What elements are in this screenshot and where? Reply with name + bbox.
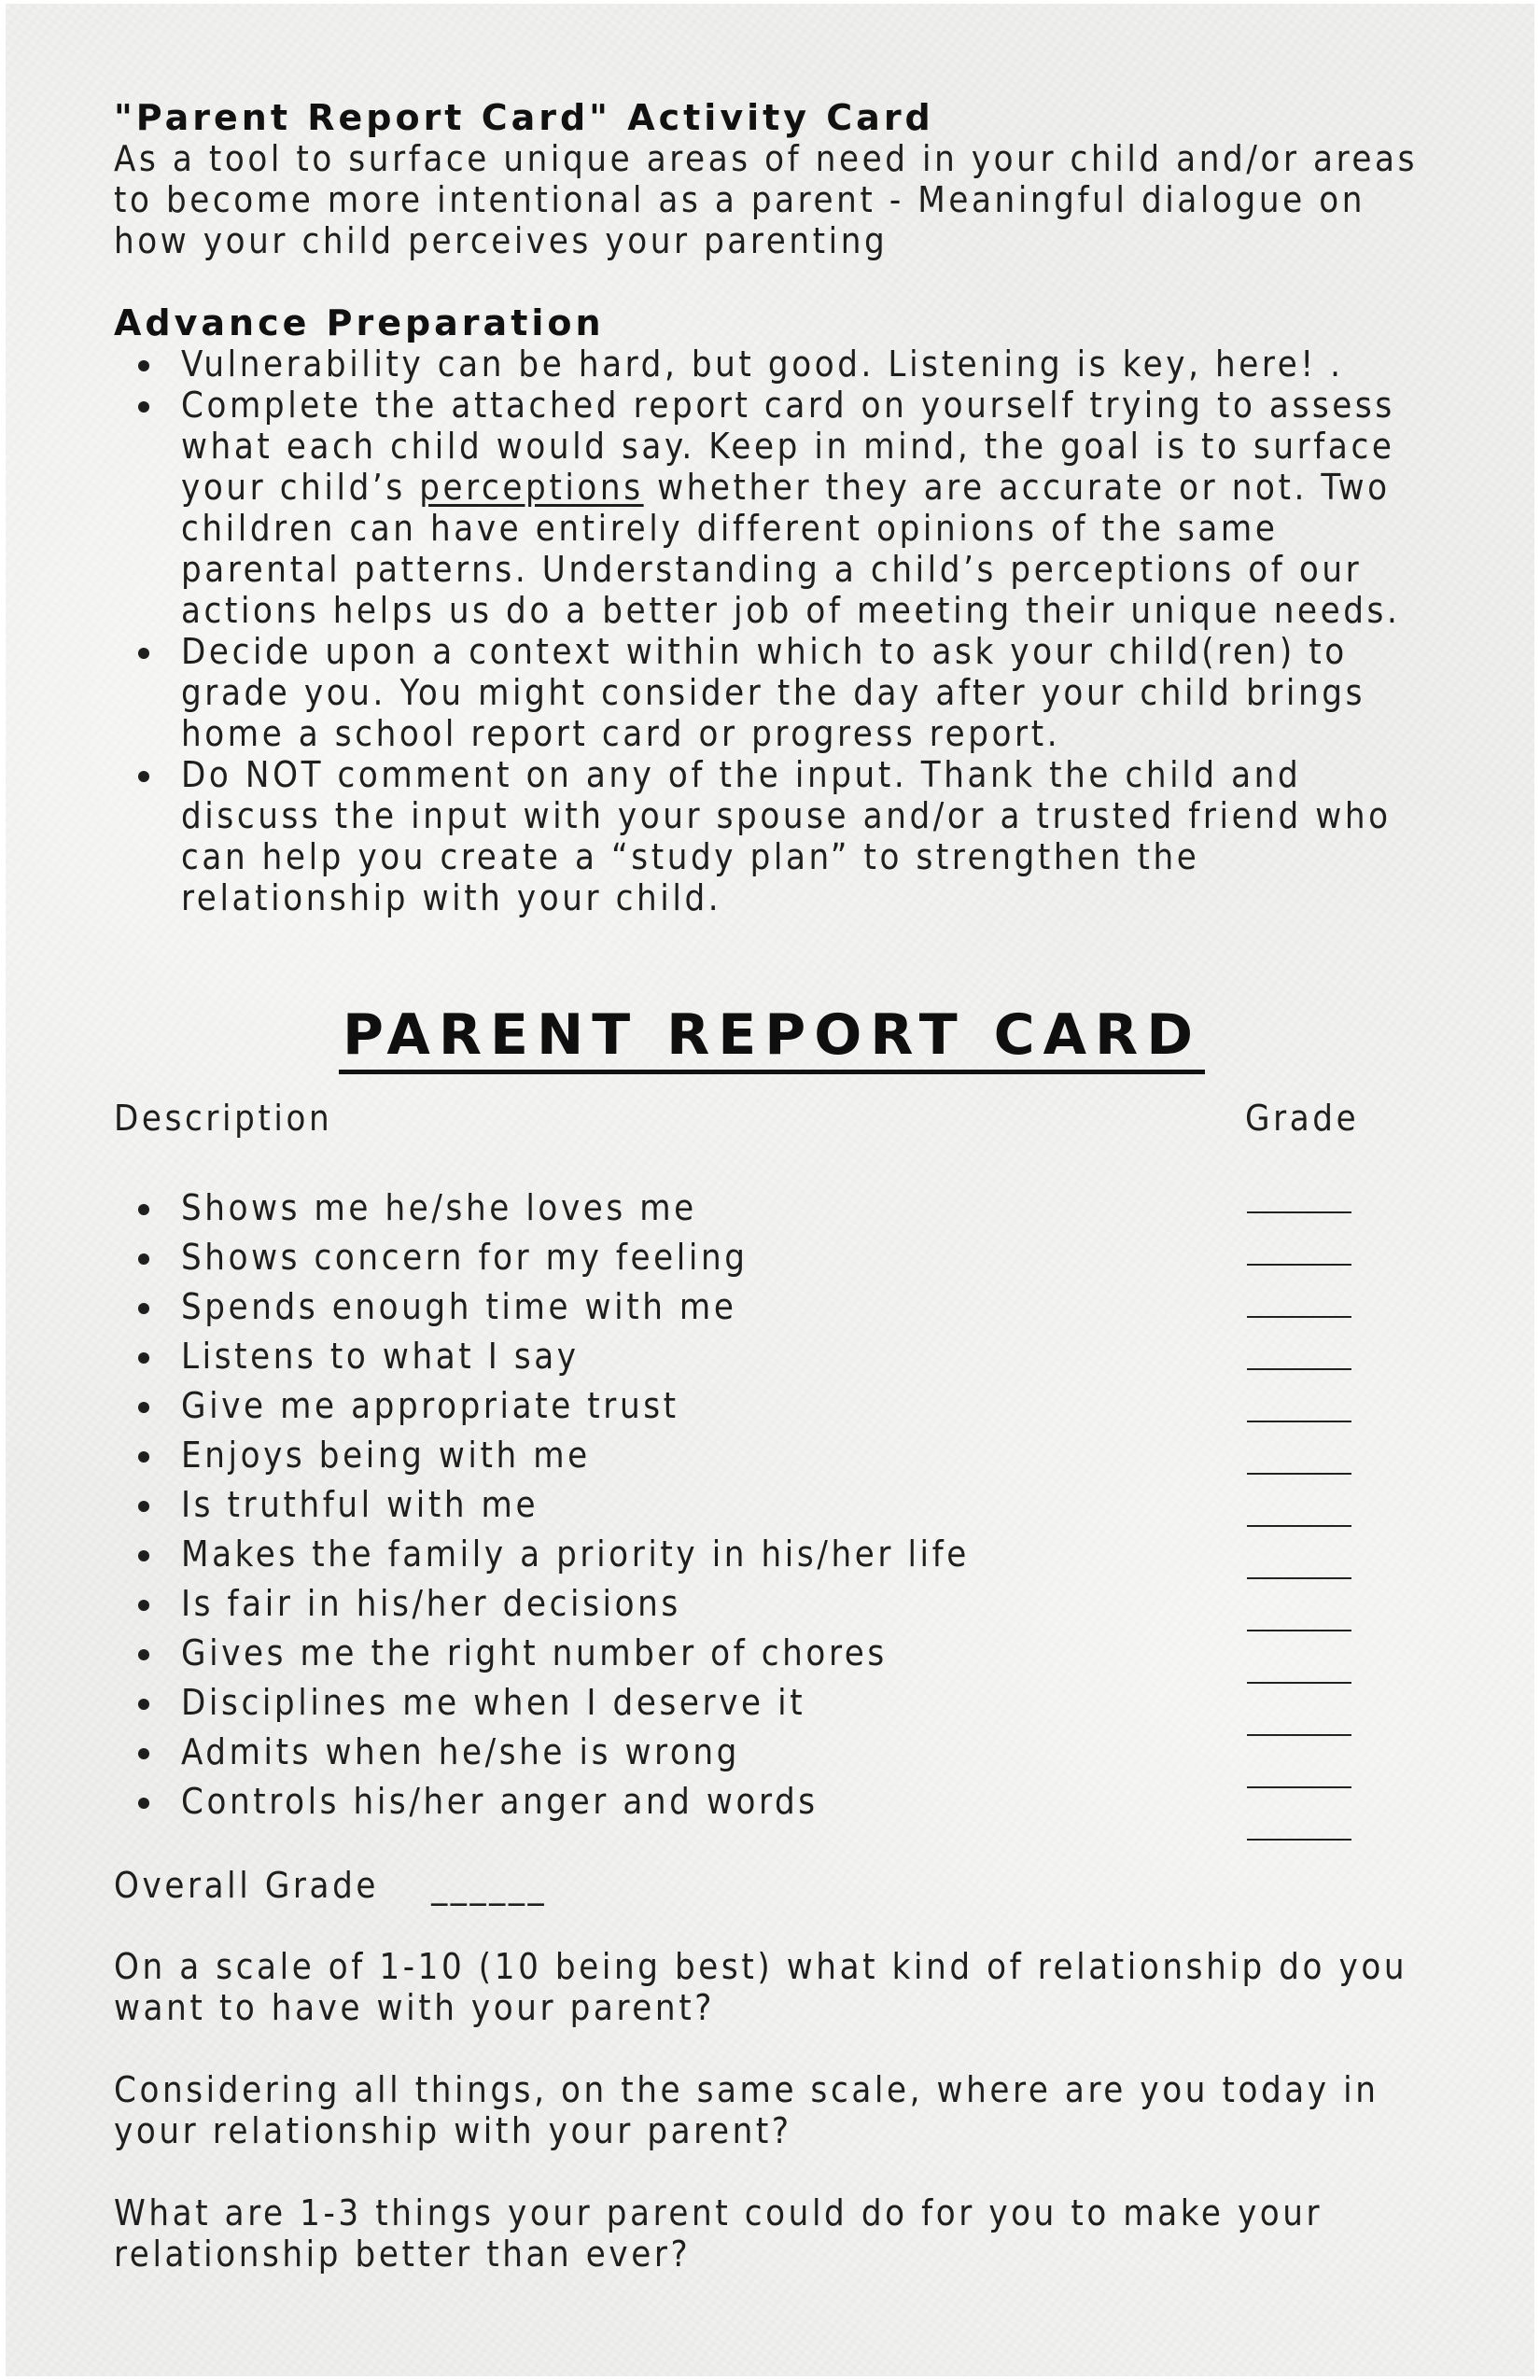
preparation-item: Decide upon a context within which to ask your child(ren) to grade you. You might consider the day after your child brings home a school report card or progress report. xyxy=(114,631,1439,754)
reflection-questions xyxy=(114,1946,1439,2316)
activity-intro: As a tool to surface unique areas of need in your child and/or areas to become more intentional as a parent - Meaningful dialogue on how your child perceives your parenting xyxy=(114,138,1419,261)
grade-blank-line[interactable] xyxy=(1247,1421,1351,1422)
preparation-item: Vulnerability can be hard, but good. Listening is key, here! . xyxy=(114,343,1439,385)
preparation-list xyxy=(114,343,1439,918)
grade-blank-line[interactable] xyxy=(1247,1682,1351,1684)
grade-blank-line[interactable] xyxy=(1247,1368,1351,1370)
question: What are 1-3 things your parent could do for you to make your relationship better than ever? xyxy=(114,2192,1323,2275)
report-card-item: Gives me the right number of chores xyxy=(114,1632,1439,1682)
report-card-item: Makes the family a priority in his/her life xyxy=(114,1533,1439,1583)
preparation-item: Complete the attached report card on yourself trying to assess what each child would say. Keep in mind, the goal is to surface your child’s perceptions whether they are accurate or not. Two children can have entirely different opinions of the same parental patterns. Understanding a child’s perceptions of our actions helps us do a better job of meeting their unique needs. xyxy=(114,385,1439,631)
overall-grade-blank: ______ xyxy=(431,1865,548,1906)
report-card-item: Spends enough time with me xyxy=(114,1286,1439,1336)
grade-blank-line[interactable] xyxy=(1247,1734,1351,1736)
activity-title: "Parent Report Card" Activity Card xyxy=(114,97,934,138)
report-card-item: Controls his/her anger and words xyxy=(114,1781,1439,1830)
grade-blank-line[interactable] xyxy=(1247,1577,1351,1579)
grade-blank-line[interactable] xyxy=(1247,1264,1351,1266)
preparation-heading: Advance Preparation xyxy=(114,302,605,343)
underlined-word: perceptions xyxy=(419,467,644,508)
question: Considering all things, on the same scale, where are you today in your relationship with your parent? xyxy=(114,2069,1379,2151)
report-card-item: Give me appropriate trust xyxy=(114,1385,1439,1435)
grade-label: Grade xyxy=(1245,1098,1360,1139)
report-card-item: Listens to what I say xyxy=(114,1336,1439,1385)
report-card-item: Admits when he/she is wrong xyxy=(114,1731,1439,1781)
question: On a scale of 1-10 (10 being best) what kind of relationship do you want to have with your parent? xyxy=(114,1946,1408,2028)
report-card-item: Disciplines me when I deserve it xyxy=(114,1682,1439,1731)
grade-blank-line[interactable] xyxy=(1247,1839,1351,1841)
grade-blank-line[interactable] xyxy=(1247,1786,1351,1788)
grade-blank-line[interactable] xyxy=(1247,1211,1351,1213)
grade-blank-line[interactable] xyxy=(1247,1473,1351,1475)
report-card-item: Shows me he/she loves me xyxy=(114,1187,1439,1237)
grade-blanks xyxy=(1247,1211,1351,1891)
grade-blank-line[interactable] xyxy=(1247,1316,1351,1318)
description-label: Description xyxy=(114,1098,333,1139)
overall-grade-label: Overall Grade xyxy=(114,1865,380,1906)
report-card-title: PARENT REPORT CARD xyxy=(339,1002,1205,1074)
report-card-item: Is truthful with me xyxy=(114,1484,1439,1533)
preparation-item: Do NOT comment on any of the input. Thank the child and discuss the input with your spouse and/or a trusted friend who can help you create a “study plan” to strengthen the relationship with your child. xyxy=(114,754,1439,918)
report-card-item: Enjoys being with me xyxy=(114,1435,1439,1484)
activity-section xyxy=(114,97,1439,918)
report-card-item: Shows concern for my feeling xyxy=(114,1237,1439,1286)
report-card-item: Is fair in his/her decisions xyxy=(114,1583,1439,1632)
grade-blank-line[interactable] xyxy=(1247,1630,1351,1631)
grade-blank-line[interactable] xyxy=(1247,1525,1351,1527)
overall-grade xyxy=(114,1865,547,1906)
report-card-items xyxy=(114,1187,1439,1830)
